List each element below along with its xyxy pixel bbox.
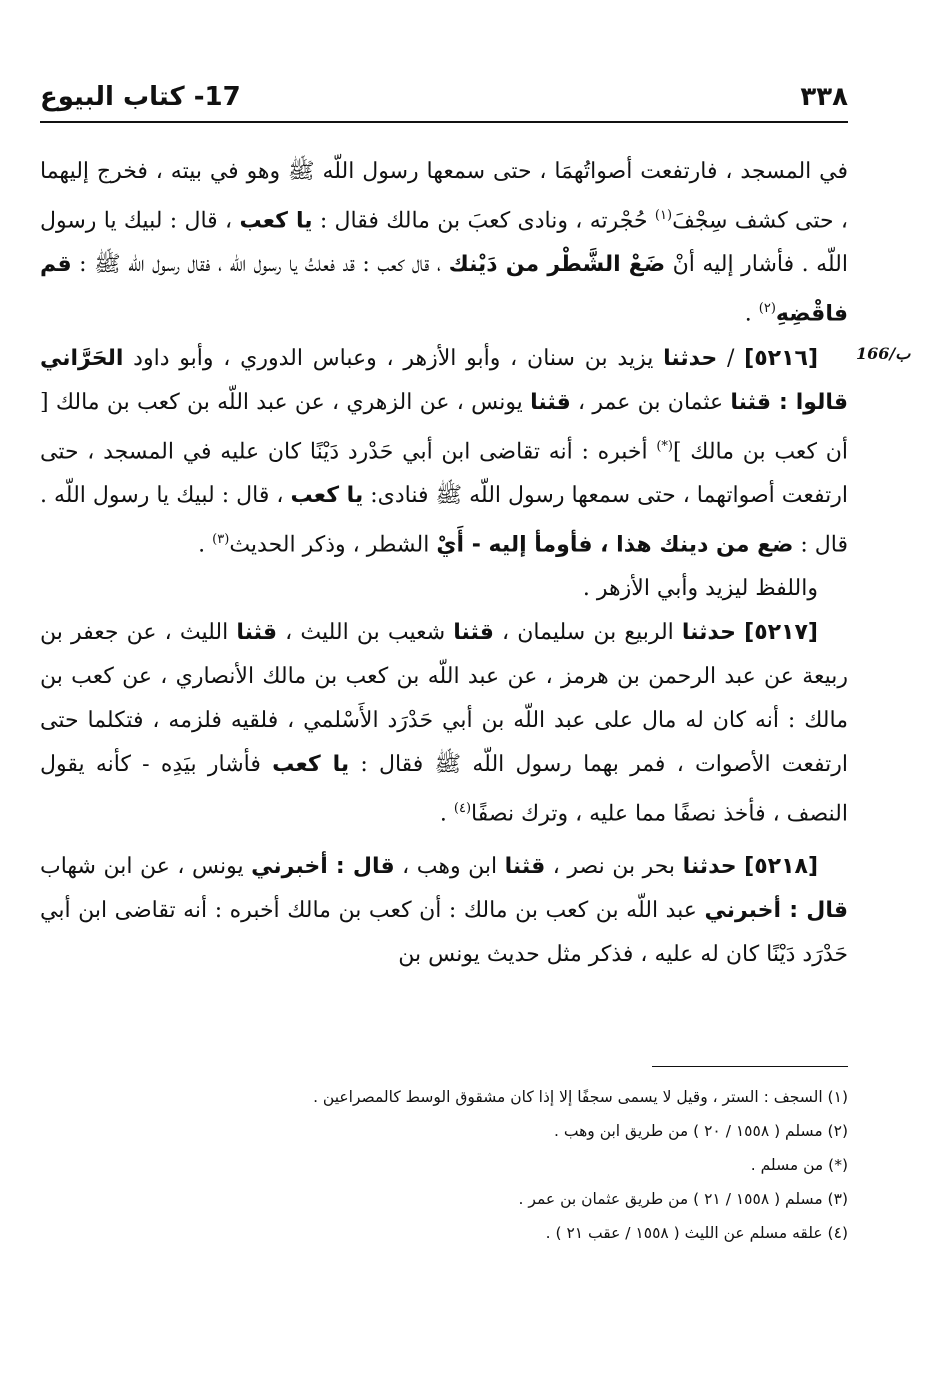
bold-text: قال : أخبرني [251, 853, 395, 879]
footnote-ref: (*) [656, 438, 674, 454]
main-text [40, 150, 848, 977]
text-run: / [717, 345, 745, 371]
text-run: عبد اللّه بن كعب بن مالك : أن كعب بن مالك أخبره : أنه تقاضى ابن أبي حَدْرَد دَيْنًا كان له عليه ، فذكر مثل حديث يونس بن [40, 897, 848, 967]
paragraph [40, 845, 848, 977]
bold-text: قثنا [530, 389, 571, 415]
text-run: . [198, 532, 213, 558]
text-run: أخبره : أنه تقاضى ابن أبي حَدْرد دَيْنًا كان عليه في المسجد ، حتى ارتفعت أصواتهما ، حتى سمعها رسول اللّه ﷺ فنادى: [40, 438, 848, 508]
paragraph [40, 567, 848, 611]
text-run: . [744, 301, 759, 327]
footnote: (٣) مسلم ( ١٥٥٨ / ٢١ ) من طريق عثمان بن عمر . [518, 1190, 848, 1208]
bold-text: يا كعب [239, 208, 313, 234]
bold-text: ضع من دينك هذا ، فأومأ إليه - أَيْ [436, 532, 794, 558]
book-title: 17- كتاب البيوع [40, 82, 241, 112]
footnote-ref: (١) [654, 208, 673, 223]
text-run: شعيب بن الليث ، [276, 620, 454, 646]
text-run: واللفظ ليزيد وأبي الأزهر . [582, 576, 818, 602]
margin-folio-note: 166/ب [856, 344, 911, 363]
paragraph [40, 337, 848, 568]
footnote: (٤) علقه مسلم عن الليث ( ١٥٥٨ / عقب ٢١ ) . [545, 1224, 848, 1242]
bold-text: قثنا [504, 853, 546, 879]
paragraph [40, 150, 848, 337]
text-run: عثمان بن عمر ، [570, 389, 731, 415]
footnote: (*) من مسلم . [750, 1156, 848, 1174]
bold-text: ضَعْ الشَّطْر من دَيْنك [448, 252, 666, 278]
text-run: الشطر ، وذكر الحديث [229, 532, 437, 558]
bold-text: قثنا [236, 620, 277, 646]
text-run: يونس ، عن ابن شهاب [40, 853, 252, 879]
bold-text: حدثنا [682, 853, 737, 879]
text-run [736, 620, 744, 645]
text-run: ، قال : لبيك يا رسول اللّه . فأشار إليه أنْ [40, 208, 848, 278]
text-run: بحر بن نصر ، [545, 853, 683, 879]
footnote-rule [652, 1066, 848, 1067]
text-run: الليث ، عن جعفر بن ربيعة عن عبد الرحمن بن هرمز ، عن عبد اللّه بن كعب بن مالك الأنصاري ، عن كعب بن مالك : أنه كان له مال على عبد اللّه بن أبي حَدْرَد الأَسْلمي ، فلقيه فلزمه ، فتكلما حتى ارتفعت الأصوات ، فمر بهما رسول اللّه ﷺ فقال : [40, 620, 849, 778]
text-run: ابن وهب ، [394, 853, 505, 879]
text-run: ، قال كعب : قد فعلتُ يا رسول اللّه ، فقال رسول اللّه ﷺ : [71, 252, 449, 278]
text-run: يونس ، عن الزهري ، عن عبد اللّه بن كعب بن مالك [ أن كعب بن مالك ] [40, 389, 848, 464]
bold-text: حدثنا [681, 620, 736, 646]
text-run: ، قال : لبيك يا رسول اللّه . قال : [40, 482, 848, 558]
hadith-number: [٥٢١٨] [744, 853, 818, 879]
text-run: في المسجد ، فارتفعت أصواتُهمَا ، حتى سمعها رسول اللّه ﷺ وهو في بيته ، فخرج إليهما ، حتى كشف سِجْفَ [40, 159, 849, 234]
text-run: فأشار بيَدِه - كأنه يقول النصف ، فأخذ نصفًا مما عليه ، وترك نصفًا [40, 752, 848, 827]
bold-text: قم فاقْضِهِ [40, 252, 848, 327]
footnotes [40, 1080, 848, 1250]
footnote: (٢) مسلم ( ١٥٥٨ / ٢٠ ) من طريق ابن وهب . [554, 1122, 848, 1140]
paragraph [40, 611, 848, 836]
bold-text: حدثنا [663, 345, 718, 371]
header-rule [40, 121, 848, 123]
footnote-ref: (٤) [453, 801, 472, 817]
bold-text: قثنا [453, 620, 494, 646]
footnote-ref: (٣) [212, 531, 230, 547]
bold-text: الحَرَّاني قالوا : قثنا [40, 345, 848, 415]
bold-text: يا كعب [272, 752, 350, 778]
hadith-number: [٥٢١٦] [744, 345, 818, 371]
page-number: ٣٣٨ [800, 82, 848, 112]
hadith-number: [٥٢١٧] [744, 620, 818, 646]
bold-text: قال : أخبرني [704, 897, 848, 923]
footnote: (١) السجف : الستر ، وقيل لا يسمى سجفًا إلا إذا كان مشقوق الوسط كالمصراعين . [313, 1088, 848, 1106]
footnote-ref: (٢) [758, 301, 776, 317]
bold-text: يا كعب [290, 482, 364, 508]
text-run: يزيد بن سنان ، وأبو الأزهر ، وعباس الدوري ، وأبو داود [123, 345, 664, 371]
running-header [40, 82, 848, 118]
text-run: الربيع بن سليمان ، [493, 620, 682, 646]
text-run: . [439, 801, 454, 827]
text-run: حُجْرته ، ونادى كعبَ بن مالك فقال : [312, 208, 655, 234]
